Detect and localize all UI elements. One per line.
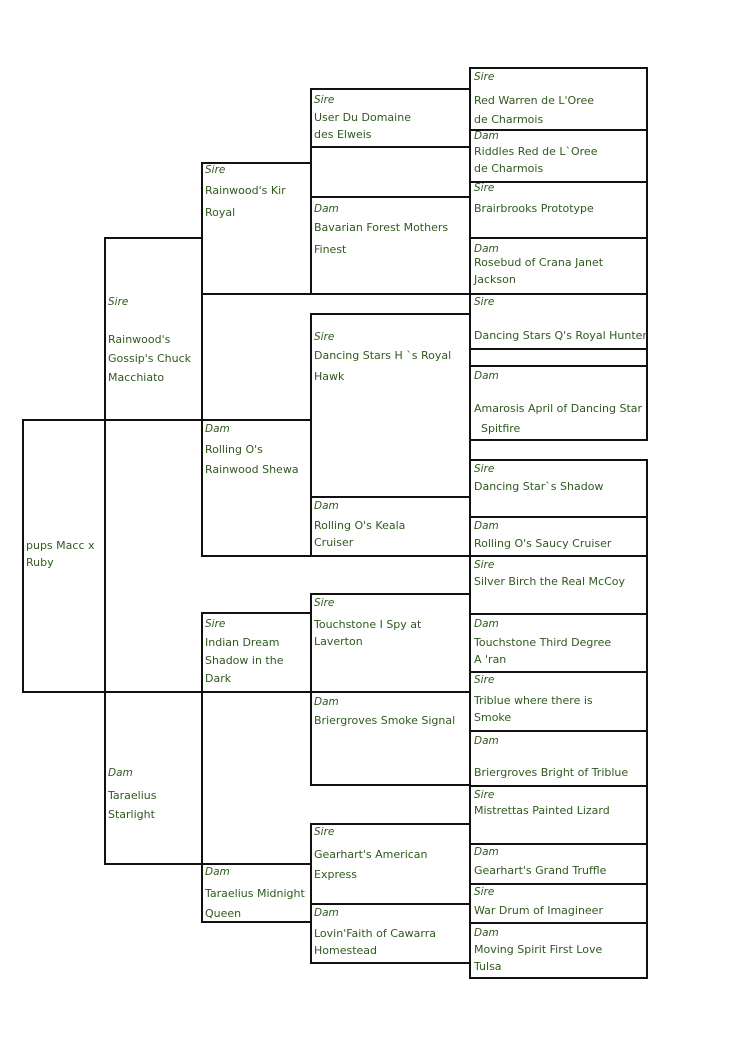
gen1-sire-label: Sire bbox=[108, 296, 129, 308]
gen4-dam-label-1: Dam bbox=[474, 130, 499, 142]
gen2-sire-name-1: Rainwood's Kir Royal bbox=[205, 184, 286, 219]
gen1-sire-name: Rainwood's Gossip's Chuck Macchiato bbox=[108, 333, 192, 384]
gen4-dam-name-6: Briergroves Bright of Triblue bbox=[474, 766, 629, 779]
gen3-sire-label-2: Sire bbox=[314, 331, 335, 343]
gen3-dam-label-1: Dam bbox=[314, 203, 339, 215]
gen4-sire-name-1: Red Warren de L'Oree de Charmois bbox=[474, 94, 595, 126]
gen4-sire-name-5: Silver Birch the Real McCoy bbox=[474, 575, 626, 588]
gen2-dam-label-2: Dam bbox=[205, 866, 230, 878]
gen2-sire-label-1: Sire bbox=[205, 164, 226, 176]
gen4-dam-label-7: Dam bbox=[474, 846, 499, 858]
gen4-dam-name-4: Rolling O's Saucy Cruiser bbox=[474, 537, 612, 550]
gen4-dam-name-5: Touchstone Third Degree A 'ran bbox=[474, 636, 612, 666]
gen4-sire-name-2: Brairbrooks Prototype bbox=[474, 202, 594, 215]
gen1-dam-label: Dam bbox=[108, 767, 133, 779]
gen3-sire-label-3: Sire bbox=[314, 597, 335, 609]
gen4-dam-name-7: Gearhart's Grand Truffle bbox=[474, 864, 607, 877]
gen3-sire-label-1: Sire bbox=[314, 94, 335, 106]
gen2-sire-label-2: Sire bbox=[205, 618, 226, 630]
gen4-sire-label-8: Sire bbox=[474, 886, 495, 898]
gen3-dam-name-1: Bavarian Forest Mothers Finest bbox=[314, 221, 449, 256]
gen4-dam-label-5: Dam bbox=[474, 618, 499, 630]
gen2-dam-name-2: Taraelius Midnight Queen bbox=[205, 887, 305, 920]
offspring-name: pups Macc x Ruby bbox=[26, 539, 95, 569]
gen3-sire-name-2: Dancing Stars H `s Royal Hawk bbox=[314, 349, 452, 383]
gen4-sire-name-3: Dancing Stars Q's Royal Hunter bbox=[474, 329, 647, 342]
gen4-dam-name-8: Moving Spirit First Love Tulsa bbox=[474, 943, 603, 973]
gen4-sire-label-6: Sire bbox=[474, 674, 495, 686]
gen4-dam-name-1: Riddles Red de L`Oree de Charmois bbox=[474, 145, 598, 175]
gen4-dam-name-3: Amarosis April of Dancing Star Spitfire bbox=[474, 402, 643, 435]
gen4-dam-label-4: Dam bbox=[474, 520, 499, 532]
gen2-dam-label-1: Dam bbox=[205, 423, 230, 435]
gen4-sire-name-6: Triblue where there is Smoke bbox=[474, 694, 593, 724]
gen3-dam-label-4: Dam bbox=[314, 907, 339, 919]
gen3-dam-name-2: Rolling O's Keala Cruiser bbox=[314, 519, 406, 549]
gen4-sire-label-3: Sire bbox=[474, 296, 495, 308]
gen4-sire-label-2: Sire bbox=[474, 182, 495, 194]
gen3-dam-label-2: Dam bbox=[314, 500, 339, 512]
gen4-dam-label-3: Dam bbox=[474, 370, 499, 382]
gen3-sire-name-1: User Du Domaine des Elweis bbox=[314, 111, 411, 141]
gen4-dam-label-2: Dam bbox=[474, 243, 499, 255]
gen3-dam-name-3: Briergroves Smoke Signal bbox=[314, 714, 456, 727]
gen4-sire-name-4: Dancing Star`s Shadow bbox=[474, 480, 604, 493]
gen4-dam-label-8: Dam bbox=[474, 927, 499, 939]
gen4-sire-label-4: Sire bbox=[474, 463, 495, 475]
gen3-dam-name-4: Lovin'Faith of Cawarra Homestead bbox=[314, 927, 436, 957]
gen4-sire-label-7: Sire bbox=[474, 789, 495, 801]
gen4-sire-label-5: Sire bbox=[474, 559, 495, 571]
gen2-dam-name-1: Rolling O's Rainwood Shewa bbox=[205, 443, 299, 476]
gen3-dam-label-3: Dam bbox=[314, 696, 339, 708]
gen4-sire-label-1: Sire bbox=[474, 71, 495, 83]
gen2-sire-name-2: Indian Dream Shadow in the Dark bbox=[205, 636, 284, 685]
gen4-dam-name-2: Rosebud of Crana Janet Jackson bbox=[474, 256, 604, 286]
gen4-sire-name-7: Mistrettas Painted Lizard bbox=[474, 804, 610, 817]
gen3-sire-label-4: Sire bbox=[314, 826, 335, 838]
gen1-dam-name: Taraelius Starlight bbox=[108, 789, 157, 821]
gen3-sire-name-3: Touchstone I Spy at Laverton bbox=[314, 618, 422, 648]
gen4-sire-name-8: War Drum of Imagineer bbox=[474, 904, 603, 917]
gen3-sire-name-4: Gearhart's American Express bbox=[314, 848, 428, 881]
gen4-dam-label-6: Dam bbox=[474, 735, 499, 747]
